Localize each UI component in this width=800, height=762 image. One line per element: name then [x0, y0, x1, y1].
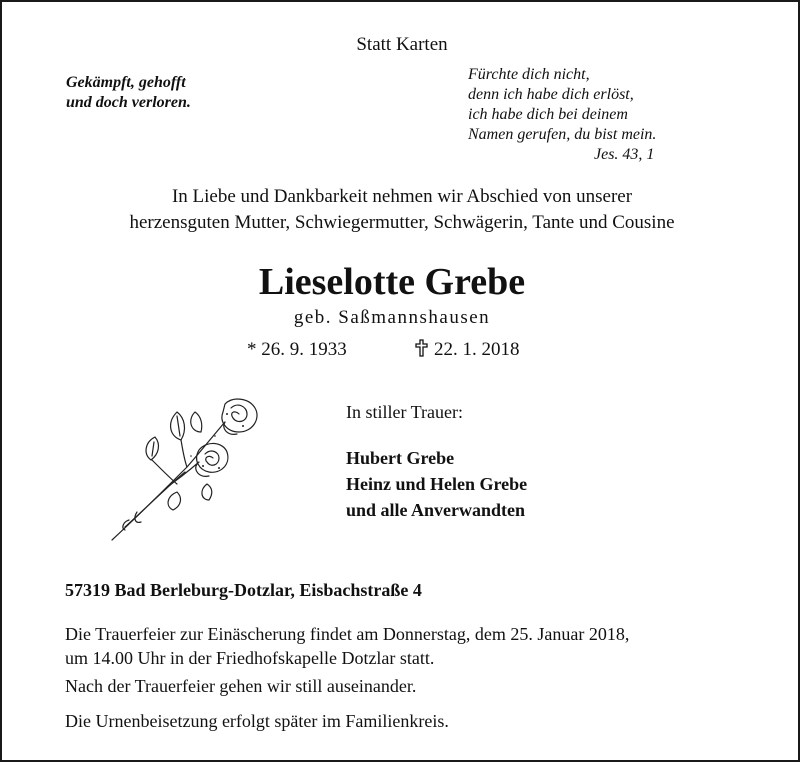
- death-date: 22. 1. 2018: [434, 339, 520, 360]
- cross-icon: [415, 339, 428, 357]
- ceremony-line-1: Die Trauerfeier zur Einäscherung findet am Donnerstag, dem 25. Januar 2018,: [65, 624, 630, 644]
- motto-line-2: und doch verloren.: [66, 94, 191, 111]
- verse-line-1: Fürchte dich nicht,: [468, 66, 590, 83]
- mourner-2: Heinz und Helen Grebe: [346, 474, 528, 494]
- motto-line-1: Gekämpft, gehofft: [66, 74, 186, 91]
- intro-text: [2, 184, 800, 236]
- mourner-1: Hubert Grebe: [346, 448, 455, 468]
- intro-line-1: In Liebe und Dankbarkeit nehmen wir Abschied von unserer: [171, 186, 633, 207]
- rose-icon: [107, 392, 267, 542]
- motto: [66, 73, 191, 113]
- death-date-group: [415, 339, 520, 361]
- urn-burial-note: Die Urnenbeisetzung erfolgt später im Familienkreis.: [65, 711, 449, 731]
- mourners-list: [346, 445, 527, 523]
- bible-verse: [468, 65, 656, 165]
- intro-line-2: herzensguten Mutter, Schwiegermutter, Schwägerin, Tante und Cousine: [129, 212, 675, 233]
- mourning-intro: In stiller Trauer:: [346, 402, 463, 422]
- verse-line-2: denn ich habe dich erlöst,: [468, 86, 634, 103]
- verse-reference: Jes. 43, 1: [593, 146, 655, 163]
- after-ceremony-note: Nach der Trauerfeier gehen wir still auseinander.: [65, 676, 417, 696]
- birth-date: * 26. 9. 1933: [247, 339, 347, 360]
- ceremony-line-2: um 14.00 Uhr in der Friedhofskapelle Dotzlar statt.: [65, 648, 435, 668]
- deceased-name: Lieselotte Grebe: [258, 261, 526, 303]
- verse-line-3: ich habe dich bei deinem: [468, 106, 628, 123]
- statt-karten-heading: Statt Karten: [356, 34, 448, 55]
- maiden-name: geb. Saßmannshausen: [293, 307, 491, 328]
- address: 57319 Bad Berleburg-Dotzlar, Eisbachstraße 4: [65, 580, 422, 600]
- mourner-3: und alle Anverwandten: [346, 500, 526, 520]
- ceremony-info: [65, 622, 629, 670]
- verse-line-4: Namen gerufen, du bist mein.: [468, 126, 657, 143]
